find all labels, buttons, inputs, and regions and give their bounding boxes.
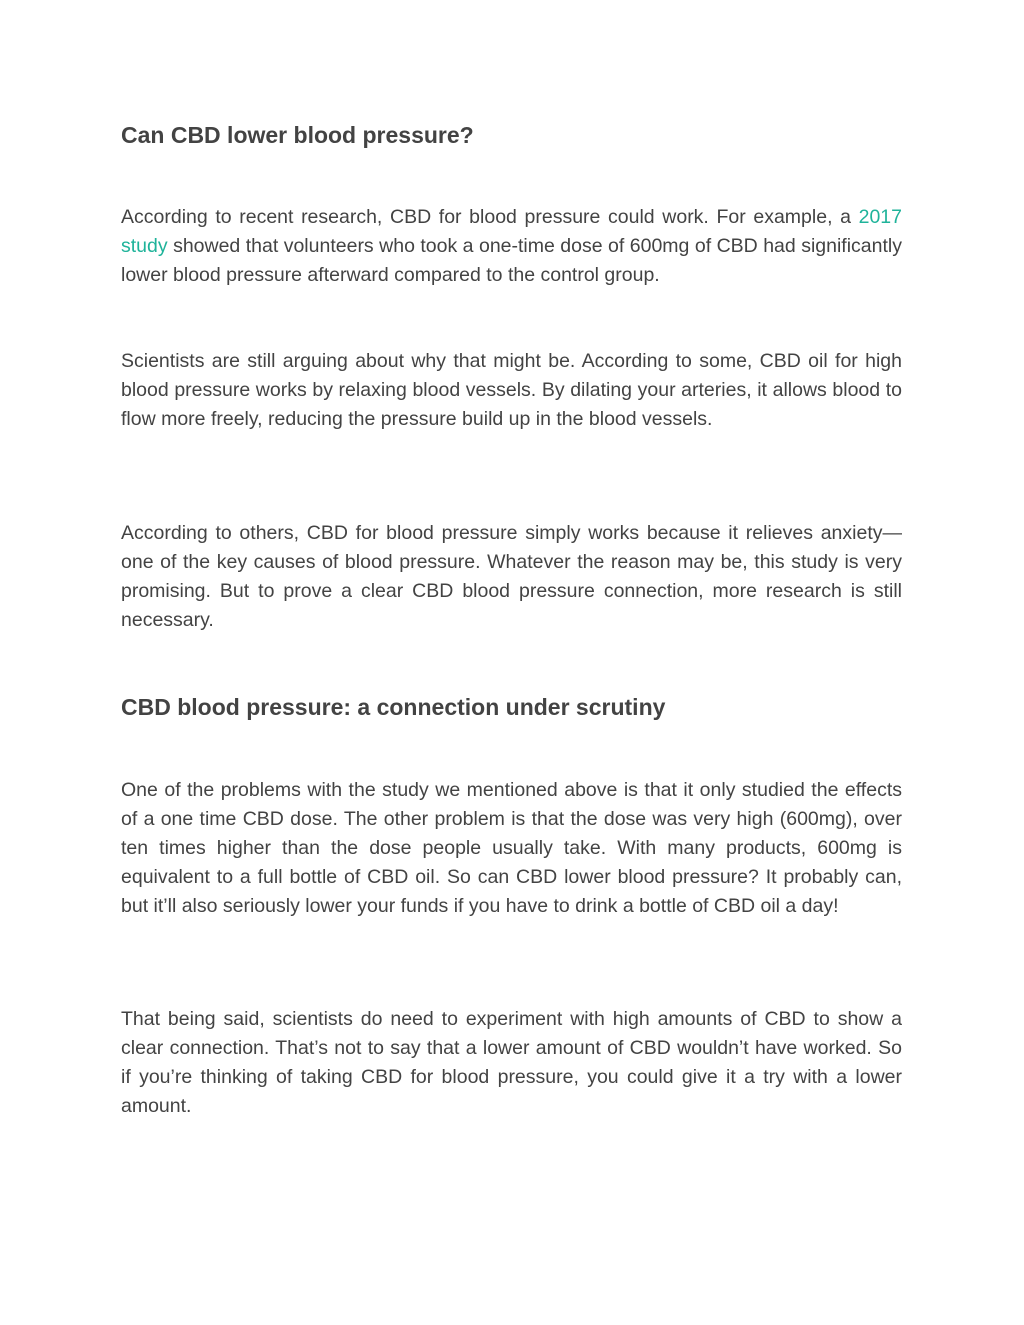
section-heading-connection-under-scrutiny: CBD blood pressure: a connection under scrutiny — [121, 694, 666, 720]
paragraph-scientists-arguing: Scientists are still arguing about why that might be. According to some, CBD oil for high blood pressure works by relaxing blood vessels. By dilating your arteries, it allows blood to flow more freely, reducing the pressure build up in the blood vessels. — [121, 350, 902, 430]
paragraph-according-to-others: According to others, CBD for blood pressure simply works because it relieves anxiety—one of the key causes of blood pressure. Whatever the reason may be, this study is very promising. But to prove a clear CBD blood pressure connection, more research is still necessary. — [121, 522, 902, 631]
paragraph-that-being-said: That being said, scientists do need to experiment with high amounts of CBD to show a clear connection. That’s not to say that a lower amount of CBD wouldn’t have worked. So if you’re thinking of taking CBD for blood pressure, you could give it a try with a lower amount. — [121, 1008, 902, 1117]
paragraph-study-problems: One of the problems with the study we mentioned above is that it only studied the effects of a one time CBD dose. The other problem is that the dose was very high (600mg), over ten times higher than the dose people usually take. With many products, 600mg is equivalent to a full bottle of CBD oil. So can CBD lower blood pressure? It probably can, but it’ll also seriously lower your funds if you have to drink a bottle of CBD oil a day! — [121, 779, 902, 917]
study-2017-link[interactable]: 2017 study — [121, 206, 902, 257]
paragraph-text: showed that volunteers who took a one-time dose of 600mg of CBD had significantly lower blood pressure afterward compared to the control group. — [121, 235, 902, 286]
section-heading-cbd-lower-blood-pressure: Can CBD lower blood pressure? — [121, 122, 474, 148]
paragraph-recent-research — [121, 203, 902, 290]
paragraph-text: According to recent research, CBD for blood pressure could work. For example, a — [121, 206, 859, 228]
